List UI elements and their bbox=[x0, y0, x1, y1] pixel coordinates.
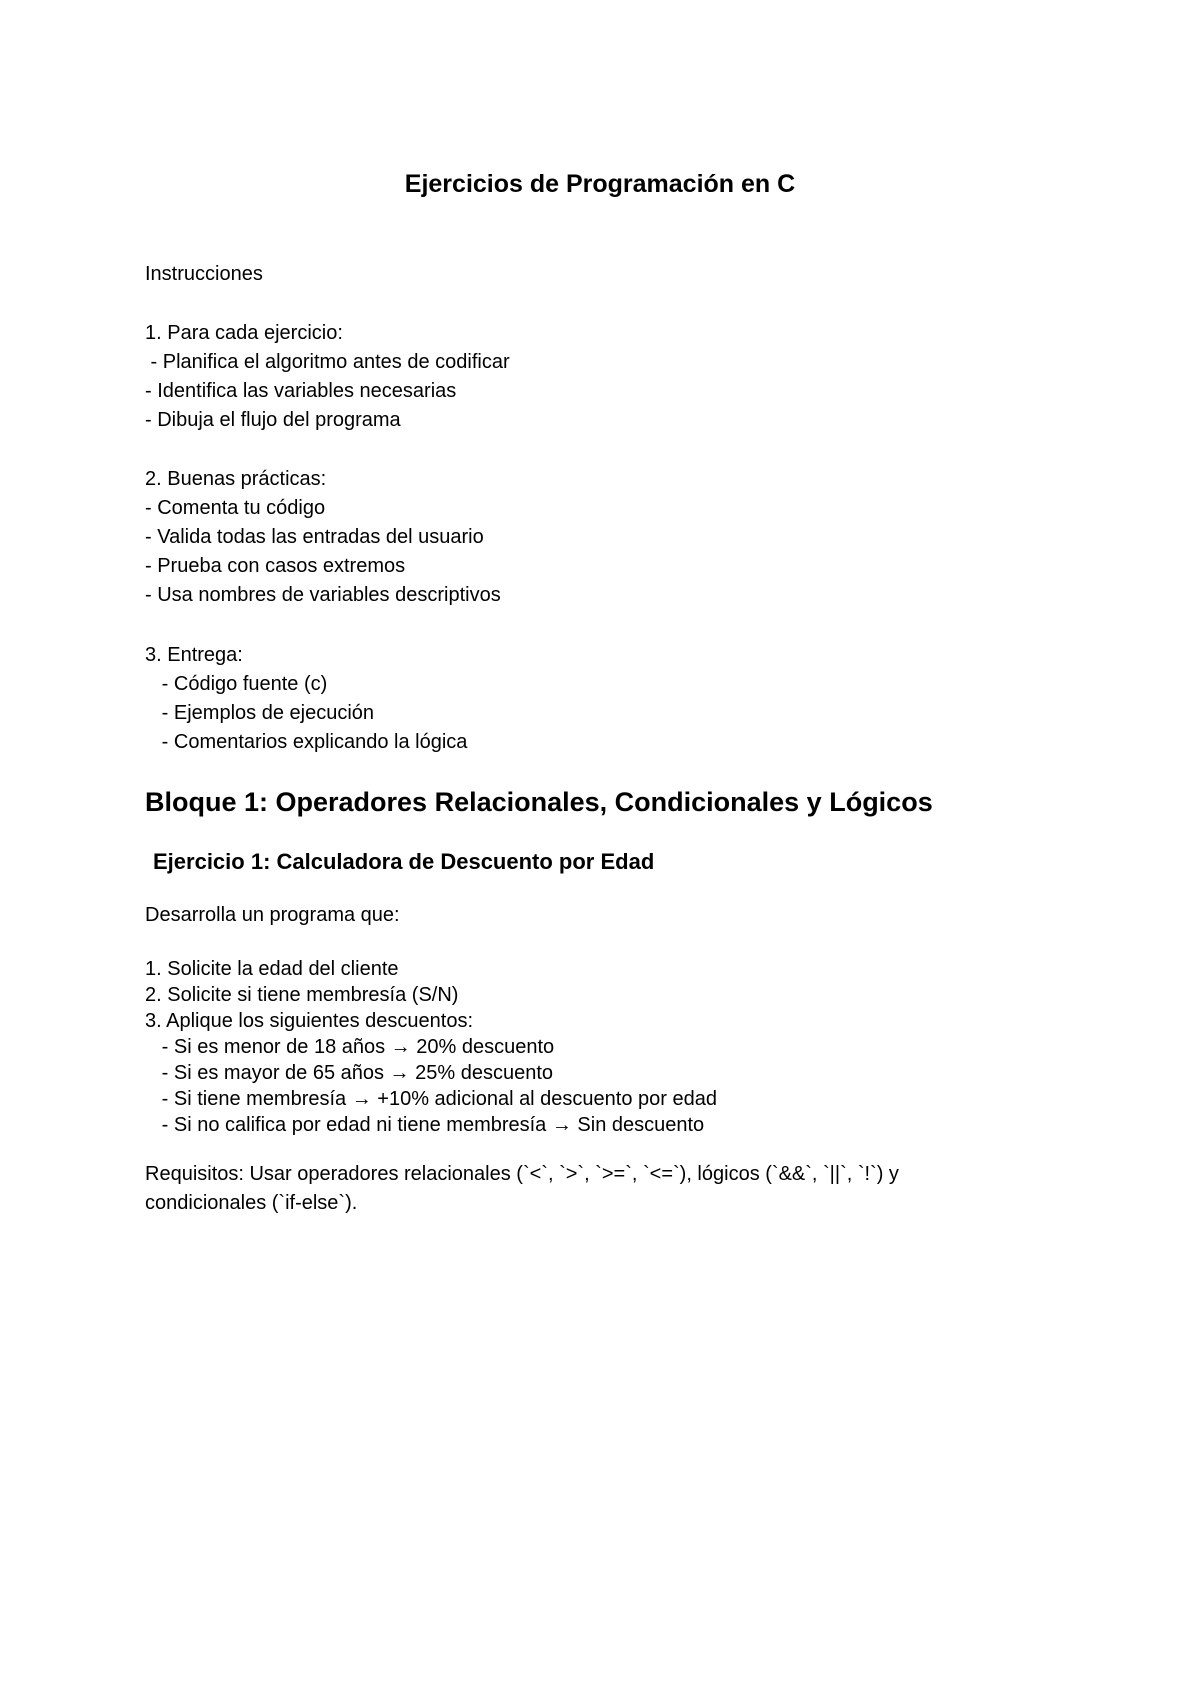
instructions-item-2-bullet: - Valida todas las entradas del usuario bbox=[145, 526, 484, 548]
instructions-item-1-label: 1. Para cada ejercicio: bbox=[145, 322, 343, 344]
exercise-1-discount: - Si tiene membresía → +10% adicional al descuento por edad bbox=[145, 1088, 717, 1110]
block-1-heading: Bloque 1: Operadores Relacionales, Condicionales y Lógicos bbox=[145, 787, 933, 817]
instructions-item-2-bullet: - Usa nombres de variables descriptivos bbox=[145, 584, 501, 606]
document-title: Ejercicios de Programación en C bbox=[404, 170, 796, 198]
exercise-1-heading: Ejercicio 1: Calculadora de Descuento por Edad bbox=[153, 849, 655, 874]
instructions-item-3-bullet: - Ejemplos de ejecución bbox=[145, 702, 375, 724]
instructions-item-1-bullet: - Identifica las variables necesarias bbox=[145, 380, 457, 402]
instructions-heading: Instrucciones bbox=[145, 263, 263, 285]
instructions-item-2-bullet: - Comenta tu código bbox=[145, 497, 326, 519]
exercise-1-discount: - Si es mayor de 65 años → 25% descuento bbox=[145, 1062, 553, 1084]
instructions-item-2-bullet: - Prueba con casos extremos bbox=[145, 555, 406, 577]
exercise-1-step: 2. Solicite si tiene membresía (S/N) bbox=[145, 984, 459, 1006]
instructions-item-3-bullet: - Código fuente (c) bbox=[145, 673, 328, 695]
exercise-1-requirements: Requisitos: Usar operadores relacionales (`<`, `>`, `>=`, `<=`), lógicos (`&&`, `||`, `!`) y bbox=[145, 1163, 899, 1185]
exercise-1-intro: Desarrolla un programa que: bbox=[145, 904, 400, 926]
exercise-1-step: 1. Solicite la edad del cliente bbox=[145, 958, 399, 980]
exercise-1-discount: - Si es menor de 18 años → 20% descuento bbox=[145, 1036, 555, 1058]
exercise-1-discount: - Si no califica por edad ni tiene membresía → Sin descuento bbox=[145, 1114, 705, 1136]
exercise-1-step: 3. Aplique los siguientes descuentos: bbox=[145, 1010, 473, 1032]
instructions-item-3-label: 3. Entrega: bbox=[145, 644, 243, 666]
exercise-1-requirements: condicionales (`if-else`). bbox=[145, 1192, 358, 1214]
instructions-item-1-bullet: - Planifica el algoritmo antes de codificar bbox=[145, 351, 510, 373]
instructions-item-3-bullet: - Comentarios explicando la lógica bbox=[145, 731, 468, 753]
instructions-item-2-label: 2. Buenas prácticas: bbox=[145, 468, 327, 490]
instructions-item-1-bullet: - Dibuja el flujo del programa bbox=[145, 409, 401, 431]
